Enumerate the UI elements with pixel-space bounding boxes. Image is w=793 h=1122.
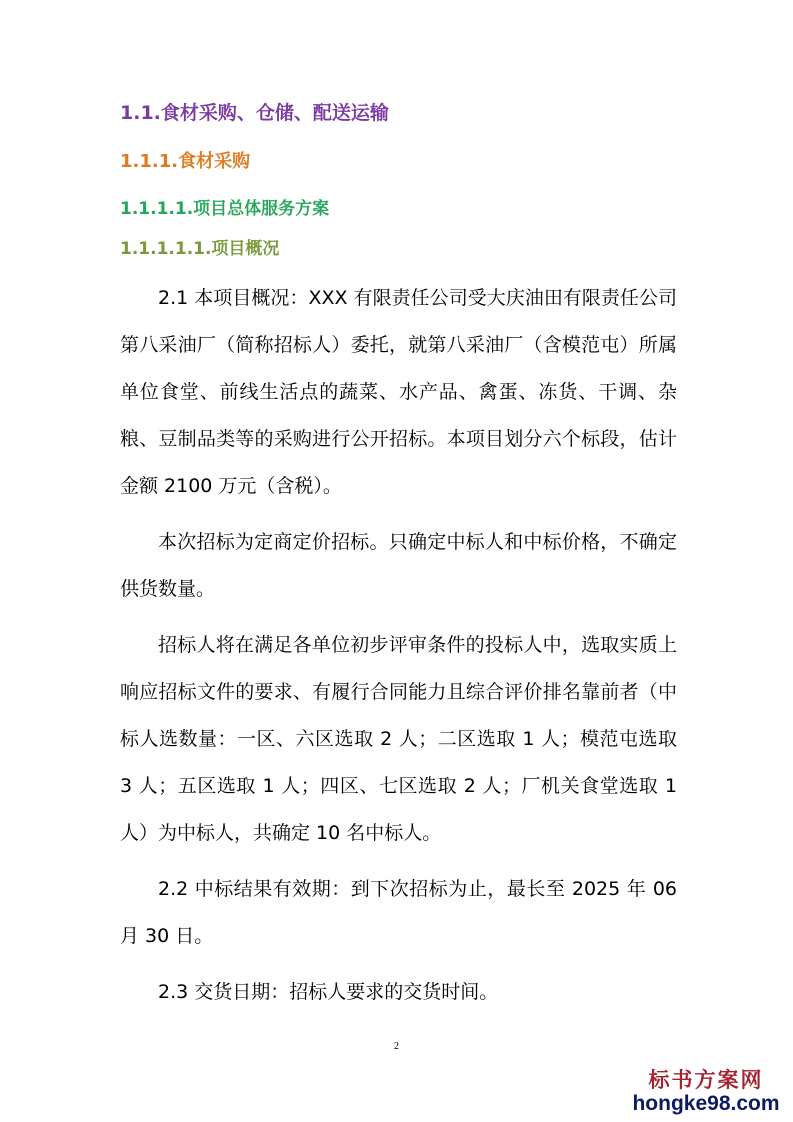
page-number: 2: [394, 1041, 399, 1052]
document-body: [120, 275, 677, 1025]
paragraph-validity-period: 2.2 中标结果有效期：到下次招标为止，最长至 2025 年 06 月 30 日。: [120, 878, 677, 947]
heading-level-3: 1.1.1.1.项目总体服务方案: [120, 199, 330, 219]
paragraph-fixed-price-bid: 本次招标为定商定价招标。只确定中标人和中标价格，不确定供货数量。: [120, 531, 677, 600]
heading-level-1: 1.1.食材采购、仓储、配送运输: [120, 102, 389, 124]
paragraph-bidder-selection: 招标人将在满足各单位初步评审条件的投标人中，选取实质上响应招标文件的要求、有履行合同能力且综合评价排名靠前者（中标人选数量：一区、六区选取 2 人；二区选取 1 人；模范屯选取 3 人；五区选取 1 人；四区、七区选取 2 人；厂机关食堂选取 1 人）为中标人，共确定 10 名中标人。: [120, 634, 677, 844]
heading-level-4: 1.1.1.1.1.项目概况: [120, 239, 280, 259]
watermark-url-text: hongke98.com: [632, 1092, 780, 1115]
paragraph-project-overview: 2.1 本项目概况：XXX 有限责任公司受大庆油田有限责任公司第八采油厂（简称招标人）委托，就第八采油厂（含模范屯）所属单位食堂、前线生活点的蔬菜、水产品、禽蛋、冻货、干调、杂粮、豆制品类等的采购进行公开招标。本项目划分六个标段，估计金额 2100 万元（含税）。: [120, 287, 677, 497]
watermark-logo: [631, 1068, 781, 1116]
watermark-cn-text: 标书方案网: [648, 1067, 764, 1092]
paragraph-delivery-date: 2.3 交货日期：招标人要求的交货时间。: [158, 981, 499, 1003]
heading-level-2: 1.1.1.食材采购: [120, 151, 251, 172]
